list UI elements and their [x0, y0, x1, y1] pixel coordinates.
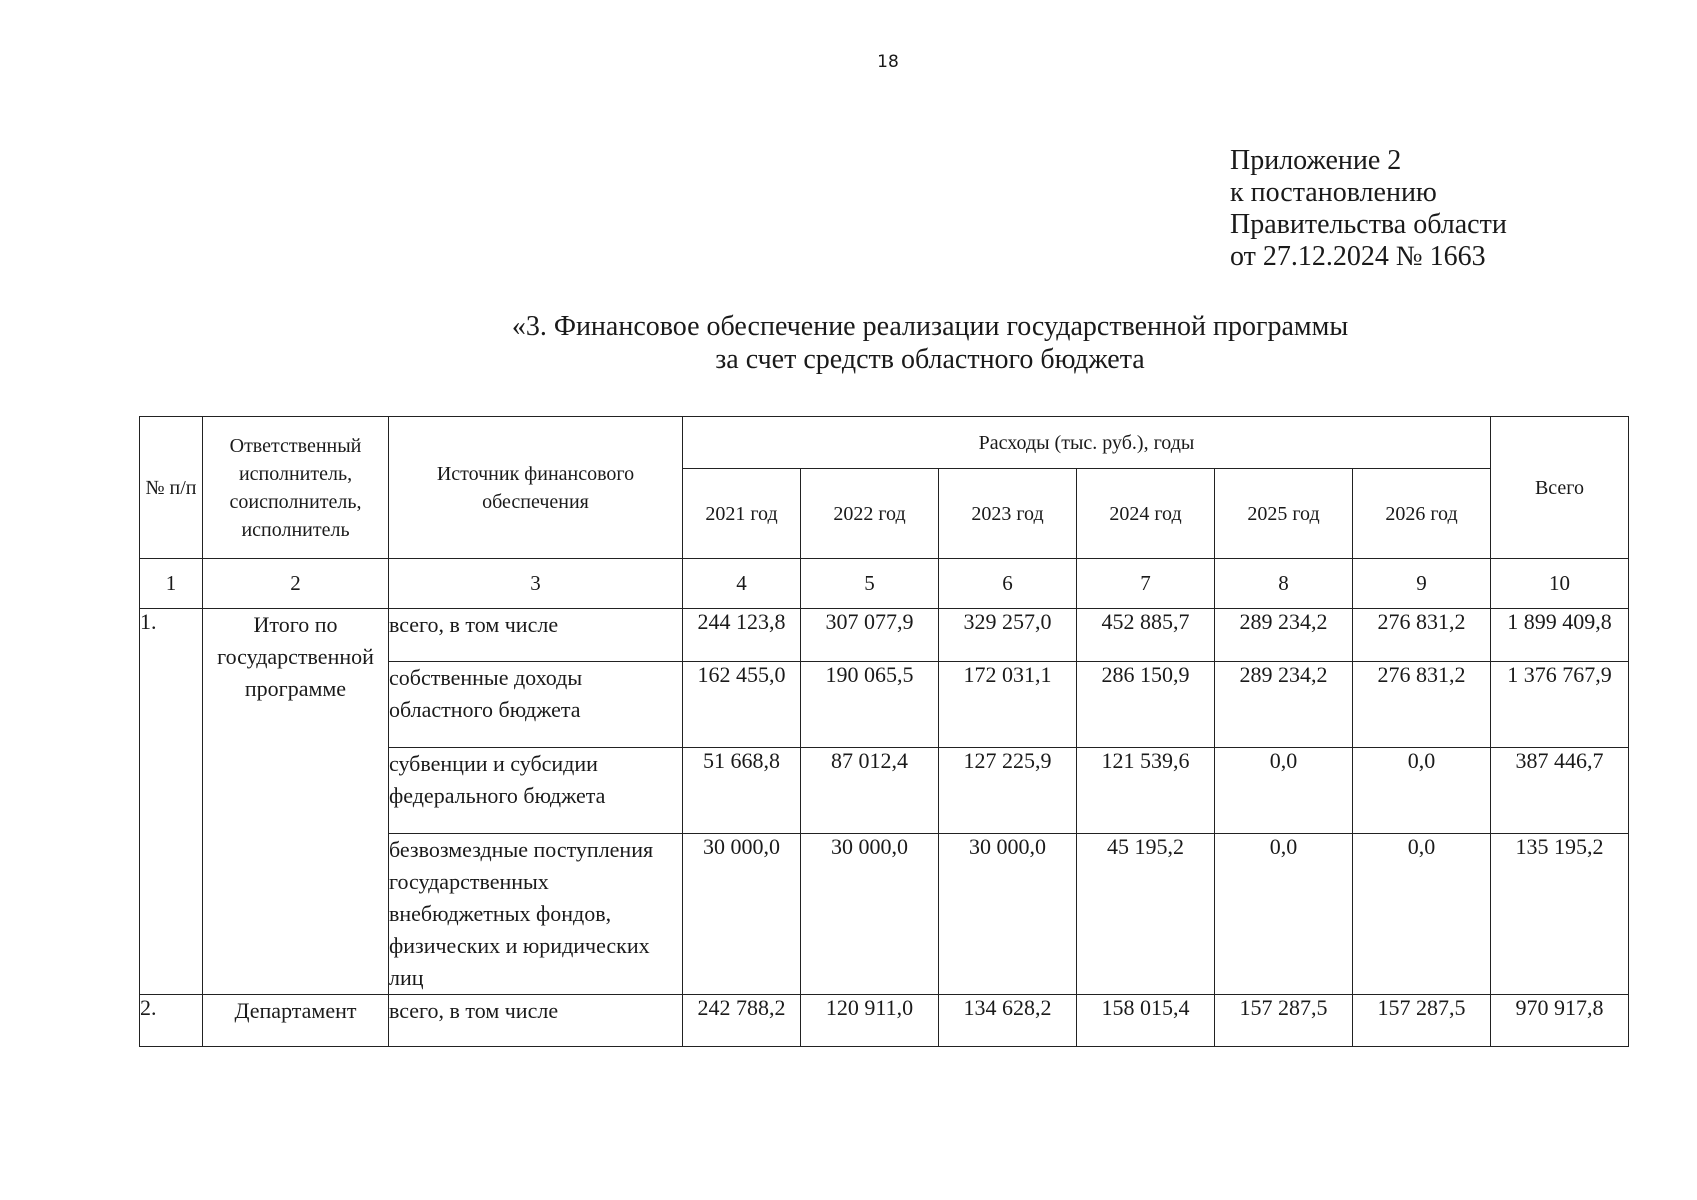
row-value: 172 031,1 [939, 662, 1077, 748]
row-value: 30 000,0 [801, 834, 939, 995]
row-value: 244 123,8 [683, 609, 801, 662]
row-value: 121 539,6 [1077, 748, 1215, 834]
row-value: 0,0 [1353, 834, 1491, 995]
row-value: 242 788,2 [683, 995, 801, 1047]
column-number: 8 [1215, 559, 1353, 609]
column-number: 7 [1077, 559, 1215, 609]
row-value: 0,0 [1353, 748, 1491, 834]
column-number: 1 [140, 559, 203, 609]
column-number: 10 [1491, 559, 1629, 609]
row-value: 87 012,4 [801, 748, 939, 834]
row-responsible: Итого по государственной программе [203, 609, 389, 995]
row-value: 30 000,0 [683, 834, 801, 995]
financing-table [139, 416, 1629, 1047]
table-row [140, 995, 1629, 1047]
header-expenses: Расходы (тыс. руб.), годы [683, 417, 1491, 469]
header-year: 2022 год [801, 469, 939, 559]
column-number: 6 [939, 559, 1077, 609]
row-value: 120 911,0 [801, 995, 939, 1047]
appendix-line-1: Приложение 2 [1230, 145, 1402, 176]
row-value: 45 195,2 [1077, 834, 1215, 995]
row-value: 1 376 767,9 [1491, 662, 1629, 748]
row-value: 452 885,7 [1077, 609, 1215, 662]
column-number: 9 [1353, 559, 1491, 609]
row-value: 286 150,9 [1077, 662, 1215, 748]
appendix-line-4: от 27.12.2024 № 1663 [1230, 241, 1486, 272]
row-value: 134 628,2 [939, 995, 1077, 1047]
row-value: 127 225,9 [939, 748, 1077, 834]
row-source: субвенции и субсидии федерального бюджета [389, 748, 683, 834]
row-value: 289 234,2 [1215, 609, 1353, 662]
row-value: 1 899 409,8 [1491, 609, 1629, 662]
row-index: 2. [140, 995, 203, 1047]
row-value: 0,0 [1215, 834, 1353, 995]
row-source: всего, в том числе [389, 609, 683, 662]
row-value: 30 000,0 [939, 834, 1077, 995]
column-number: 5 [801, 559, 939, 609]
row-value: 158 015,4 [1077, 995, 1215, 1047]
header-total: Всего [1491, 417, 1629, 559]
header-year: 2026 год [1353, 469, 1491, 559]
header-num: № п/п [140, 417, 203, 559]
page-number: 18 [877, 52, 899, 72]
row-value: 970 917,8 [1491, 995, 1629, 1047]
row-value: 162 455,0 [683, 662, 801, 748]
header-year: 2021 год [683, 469, 801, 559]
header-year: 2025 год [1215, 469, 1353, 559]
row-value: 51 668,8 [683, 748, 801, 834]
column-number: 4 [683, 559, 801, 609]
row-value: 157 287,5 [1353, 995, 1491, 1047]
title-line-1: «3. Финансовое обеспечение реализации государственной программы [511, 311, 1349, 342]
header-year: 2023 год [939, 469, 1077, 559]
row-responsible: Департамент [203, 995, 389, 1047]
row-value: 307 077,9 [801, 609, 939, 662]
appendix-note [1230, 145, 1507, 273]
table-row [140, 609, 1629, 662]
row-value: 276 831,2 [1353, 662, 1491, 748]
row-source: безвозмездные поступления государственных внебюджетных фондов, физических и юридических лиц [389, 834, 683, 995]
row-index: 1. [140, 609, 203, 995]
row-source: всего, в том числе [389, 995, 683, 1047]
document-title [500, 310, 1360, 376]
row-value: 135 195,2 [1491, 834, 1629, 995]
header-source: Источник финансового обеспечения [389, 417, 683, 559]
appendix-line-3: Правительства области [1230, 209, 1507, 240]
header-year: 2024 год [1077, 469, 1215, 559]
header-responsible: Ответственный исполнитель, соисполнитель, исполнитель [203, 417, 389, 559]
row-value: 0,0 [1215, 748, 1353, 834]
row-value: 190 065,5 [801, 662, 939, 748]
row-value: 329 257,0 [939, 609, 1077, 662]
row-value: 157 287,5 [1215, 995, 1353, 1047]
appendix-line-2: к постановлению [1230, 177, 1437, 208]
row-source: собственные доходы областного бюджета [389, 662, 683, 748]
row-value: 387 446,7 [1491, 748, 1629, 834]
column-number: 2 [203, 559, 389, 609]
title-line-2: за счет средств областного бюджета [715, 344, 1145, 375]
row-value: 276 831,2 [1353, 609, 1491, 662]
column-number: 3 [389, 559, 683, 609]
row-value: 289 234,2 [1215, 662, 1353, 748]
